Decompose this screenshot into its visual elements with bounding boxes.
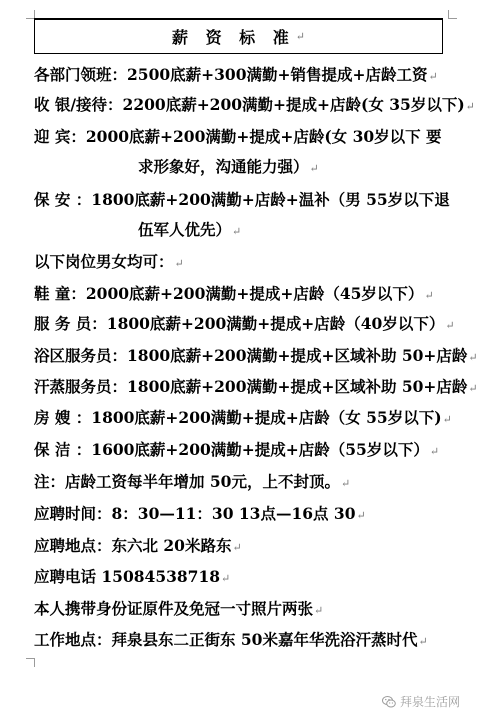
interview-phone — [34, 567, 230, 589]
salary-line-continuation — [138, 157, 319, 179]
paragraph-mark: ↵ — [468, 382, 478, 395]
paragraph-mark: ↵ — [465, 100, 475, 113]
paragraph-mark: ↵ — [174, 257, 184, 270]
salary-line — [34, 314, 455, 336]
paragraph-mark: ↵ — [309, 162, 319, 175]
salary-line-text: 应聘电话 15084538718 — [34, 567, 221, 586]
salary-line-text: 应聘地点：东六北 20米路东 — [34, 536, 232, 555]
paragraph-mark: ↵ — [232, 225, 242, 238]
wechat-icon — [382, 695, 396, 709]
salary-line-text: 各部门领班：2500底薪+300满勤+销售提成+店龄工资 — [34, 65, 428, 84]
salary-line-text: 求形象好，沟通能力强） — [138, 157, 309, 176]
salary-line-text: 注：店龄工资每半年增加 50元，上不封顶。 — [34, 472, 340, 491]
salary-line — [34, 408, 452, 430]
salary-line — [34, 346, 478, 368]
note-line — [34, 472, 350, 494]
salary-line-text: 保 安 ：1800底薪+200满勤+店龄+温补（男 55岁以下退 — [34, 190, 450, 209]
salary-line-text: 以下岗位男女均可： — [34, 252, 174, 271]
page-title: 薪 资 标 准 — [172, 28, 295, 47]
interview-location — [34, 536, 242, 558]
salary-line-text: 迎 宾：2000底薪+200满勤+提成+店龄(女 30岁以下 要 — [34, 127, 442, 146]
paragraph-mark: ↵ — [468, 351, 478, 364]
salary-line — [34, 65, 438, 87]
paragraph-mark: ↵ — [221, 572, 231, 585]
paragraph-mark: ↵ — [295, 30, 305, 43]
salary-line — [34, 284, 434, 306]
page-corner-mark — [26, 658, 35, 667]
salary-line-text: 本人携带身份证原件及免冠一寸照片两张 — [34, 599, 314, 618]
salary-line — [34, 95, 475, 117]
salary-line-text: 伍军人优先） — [138, 220, 232, 239]
salary-line-continuation — [138, 220, 241, 242]
salary-line-text: 应聘时间：8：30—11：30 13点—16点 30 — [34, 504, 356, 523]
work-location — [34, 630, 428, 652]
salary-line-text: 保 洁 ：1600底薪+200满勤+提成+店龄（55岁以下） — [34, 440, 429, 459]
salary-line-text: 鞋 童：2000底薪+200满勤+提成+店龄（45岁以下） — [34, 284, 424, 303]
salary-line-text: 汗蒸服务员：1800底薪+200满勤+提成+区域补助 50+店龄 — [34, 377, 468, 396]
paragraph-mark: ↵ — [442, 413, 452, 426]
title-box — [34, 18, 443, 54]
salary-line-text: 服 务 员：1800底薪+200满勤+提成+店龄（40岁以下） — [34, 314, 445, 333]
paragraph-mark: ↵ — [424, 289, 434, 302]
paragraph-mark: ↵ — [340, 477, 351, 490]
salary-line — [34, 377, 478, 399]
salary-line-text: 工作地点：拜泉县东二正街东 50米嘉年华洗浴汗蒸时代 — [34, 630, 418, 649]
paragraph-mark: ↵ — [429, 445, 440, 458]
salary-line-text: 房 嫂 ：1800底薪+200满勤+提成+店龄（女 55岁以下) — [34, 408, 442, 427]
salary-line-text: 收 银/接待：2200底薪+200满勤+提成+店龄(女 35岁以下) — [34, 95, 465, 114]
paragraph-mark: ↵ — [356, 509, 366, 522]
paragraph-mark: ↵ — [314, 604, 324, 617]
document-requirement — [34, 599, 323, 621]
paragraph-mark: ↵ — [445, 319, 455, 332]
paragraph-mark: ↵ — [418, 635, 428, 648]
interview-time — [34, 504, 366, 526]
salary-line — [34, 440, 439, 462]
watermark-text: 拜泉生活网 — [400, 695, 461, 709]
paragraph-mark: ↵ — [232, 541, 242, 554]
salary-line — [34, 127, 442, 147]
salary-line — [34, 190, 450, 210]
section-heading — [34, 252, 184, 274]
salary-line-text: 浴区服务员：1800底薪+200满勤+提成+区域补助 50+店龄 — [34, 346, 468, 365]
paragraph-mark: ↵ — [428, 70, 438, 83]
watermark — [382, 693, 460, 710]
page-corner-mark — [448, 10, 457, 19]
